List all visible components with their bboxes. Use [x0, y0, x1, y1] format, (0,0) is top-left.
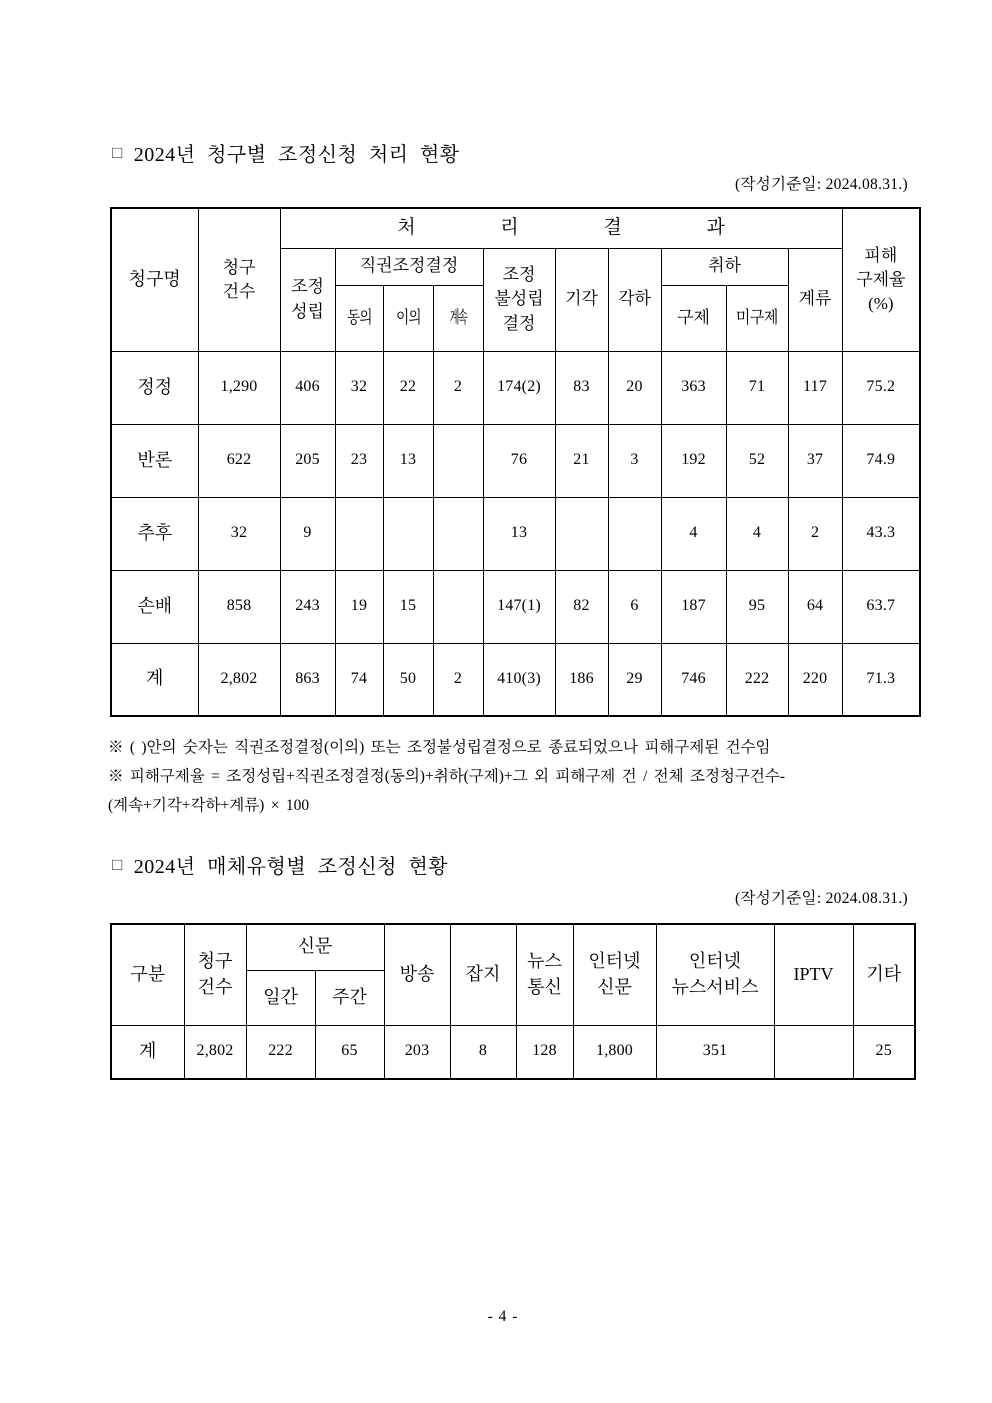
table-cell: 351	[656, 1025, 774, 1079]
table-cell: 19	[335, 570, 383, 643]
table-cell: 410(3)	[483, 643, 555, 716]
header-withdrawal: 취하	[661, 248, 788, 285]
row-label: 손배	[111, 570, 198, 643]
table-cell: 74.9	[842, 424, 920, 497]
table-cell: 25	[853, 1025, 915, 1079]
header-continued-text: 계속	[449, 307, 467, 327]
table-cell: 203	[384, 1025, 450, 1079]
header-continued	[433, 285, 483, 351]
claims-processing-table	[110, 207, 921, 717]
table-cell: 8	[450, 1025, 516, 1079]
table-cell	[608, 497, 661, 570]
header-weekly: 주간	[315, 970, 384, 1025]
section1-date-note: (작성기준일: 2024.08.31.)	[735, 176, 908, 193]
page-number: - 4 -	[487, 1308, 519, 1325]
header-internet-news-service-line2: 뉴스서비스	[671, 976, 759, 997]
table-cell: 75.2	[842, 351, 920, 424]
table-cell: 15	[383, 570, 433, 643]
table-cell: 2,802	[198, 643, 280, 716]
table-cell: 863	[280, 643, 335, 716]
square-bullet-icon: □	[112, 854, 123, 874]
media-type-table	[110, 923, 916, 1080]
header-mediation-success-line2: 성립	[291, 301, 324, 321]
table-cell	[433, 497, 483, 570]
header-internet-news-service-line1: 인터넷	[688, 951, 742, 972]
header-internet-newspaper-line1: 인터넷	[588, 951, 641, 972]
section1-heading	[112, 138, 460, 167]
header-objection-text: 이의	[395, 307, 421, 327]
table-cell	[335, 497, 383, 570]
header-unremedied-text: 미구제	[735, 307, 779, 327]
header-rejection: 각하	[608, 248, 661, 351]
table-cell: 43.3	[842, 497, 920, 570]
table-cell: 13	[483, 497, 555, 570]
table-cell: 65	[315, 1025, 384, 1079]
table-row-correction	[111, 351, 920, 424]
table-cell: 23	[335, 424, 383, 497]
footnote-1: ※ ( )안의 숫자는 직권조정결정(이의) 또는 조정불성립결정으로 종료되었으나 피해구제된 건수임	[108, 739, 771, 756]
header-category: 구분	[111, 924, 184, 1025]
header-news-agency-line1: 뉴스	[527, 951, 562, 972]
table-cell: 406	[280, 351, 335, 424]
table-cell: 95	[726, 570, 788, 643]
table-cell: 63.7	[842, 570, 920, 643]
header-result-group: 처 리 결 과	[280, 208, 842, 248]
table-cell	[433, 424, 483, 497]
table-cell: 32	[198, 497, 280, 570]
table-cell: 4	[661, 497, 726, 570]
header-claim-count-line2: 건수	[197, 976, 233, 997]
table-cell: 32	[335, 351, 383, 424]
section2-heading	[112, 850, 448, 879]
table-cell: 2	[788, 497, 842, 570]
header-mediation-success-line1: 조정	[291, 277, 324, 297]
header-claim-name: 청구명	[111, 208, 198, 351]
header-authority-decision: 직권조정결정	[335, 248, 483, 285]
table-cell: 222	[726, 643, 788, 716]
header-internet-news-service	[656, 924, 774, 1025]
table-cell: 222	[246, 1025, 315, 1079]
table-cell: 192	[661, 424, 726, 497]
table-row-damages	[111, 570, 920, 643]
header-remedy-rate-line1: 피해	[864, 245, 898, 265]
table-cell: 71	[726, 351, 788, 424]
table-row-total	[111, 1025, 915, 1079]
table-cell: 622	[198, 424, 280, 497]
header-mediation-failure	[483, 248, 555, 351]
square-bullet-icon: □	[112, 142, 123, 162]
table-cell	[555, 497, 608, 570]
header-remedy-rate-line2: 구제율	[856, 269, 906, 289]
table-cell: 22	[383, 351, 433, 424]
table-cell: 174(2)	[483, 351, 555, 424]
header-broadcast: 방송	[384, 924, 450, 1025]
header-dismissal: 기각	[555, 248, 608, 351]
footnote-2: ※ 피해구제율 = 조정성립+직권조정결정(동의)+취하(구제)+그 외 피해구제 건 / 전체 조정청구건수-	[108, 768, 785, 785]
table-cell: 6	[608, 570, 661, 643]
header-news-agency-line2: 통신	[527, 976, 562, 997]
header-mediation-success	[280, 248, 335, 351]
header-claim-count-line1: 청구	[197, 951, 233, 972]
table-cell	[383, 497, 433, 570]
header-etc: 기타	[853, 924, 915, 1025]
table-cell: 64	[788, 570, 842, 643]
table-cell: 1,290	[198, 351, 280, 424]
table-cell: 52	[726, 424, 788, 497]
header-claim-count-line2: 건수	[222, 281, 256, 301]
table-cell: 2	[433, 643, 483, 716]
table-cell: 147(1)	[483, 570, 555, 643]
row-label: 추후	[111, 497, 198, 570]
header-objection	[383, 285, 433, 351]
table-row-follow-up	[111, 497, 920, 570]
header-consent-text: 동의	[346, 307, 372, 327]
table-cell: 13	[383, 424, 433, 497]
footnote-2-continued: (계속+기각+각하+계류) × 100	[108, 797, 310, 814]
table-cell: 83	[555, 351, 608, 424]
table-cell: 363	[661, 351, 726, 424]
table-cell: 21	[555, 424, 608, 497]
table-cell: 746	[661, 643, 726, 716]
section1-title: 2024년 청구별 조정신청 처리 현황	[133, 144, 460, 166]
header-claim-count-line1: 청구	[222, 257, 256, 277]
table-cell: 2	[433, 351, 483, 424]
table-cell: 2,802	[184, 1025, 246, 1079]
header-iptv: IPTV	[774, 924, 853, 1025]
table-cell: 50	[383, 643, 433, 716]
table-cell: 37	[788, 424, 842, 497]
header-magazine: 잡지	[450, 924, 516, 1025]
table-cell: 117	[788, 351, 842, 424]
header-mediation-failure-line2: 불성립	[494, 289, 544, 309]
table-cell: 74	[335, 643, 383, 716]
table-cell: 20	[608, 351, 661, 424]
header-claim-count	[198, 208, 280, 351]
table-cell: 71.3	[842, 643, 920, 716]
section2-title: 2024년 매체유형별 조정신청 현황	[133, 856, 449, 878]
table-cell	[433, 570, 483, 643]
table-cell: 9	[280, 497, 335, 570]
footnotes	[108, 733, 922, 820]
table-cell: 220	[788, 643, 842, 716]
table-row-reply	[111, 424, 920, 497]
header-pending: 계류	[788, 248, 842, 351]
table-cell: 187	[661, 570, 726, 643]
table-cell: 858	[198, 570, 280, 643]
table-cell: 3	[608, 424, 661, 497]
header-remedy-rate	[842, 208, 920, 351]
row-label: 정정	[111, 351, 198, 424]
row-label: 계	[111, 1025, 184, 1079]
row-label: 반론	[111, 424, 198, 497]
header-unremedied	[726, 285, 788, 351]
header-daily: 일간	[246, 970, 315, 1025]
table-cell: 186	[555, 643, 608, 716]
table-cell: 128	[516, 1025, 573, 1079]
header-newspaper: 신문	[246, 924, 384, 970]
header-news-agency	[516, 924, 573, 1025]
header-consent	[335, 285, 383, 351]
header-remedied: 구제	[661, 285, 726, 351]
table-row-total	[111, 643, 920, 716]
table-cell: 1,800	[573, 1025, 656, 1079]
table-cell: 205	[280, 424, 335, 497]
table-cell	[774, 1025, 853, 1079]
table-cell: 4	[726, 497, 788, 570]
header-internet-newspaper	[573, 924, 656, 1025]
row-label: 계	[111, 643, 198, 716]
table-cell: 76	[483, 424, 555, 497]
table-cell: 29	[608, 643, 661, 716]
header-claim-count	[184, 924, 246, 1025]
table-cell: 243	[280, 570, 335, 643]
header-internet-newspaper-line2: 신문	[597, 976, 632, 997]
table-cell: 82	[555, 570, 608, 643]
header-mediation-failure-line1: 조정	[502, 265, 536, 285]
header-mediation-failure-line3: 결정	[502, 313, 536, 333]
section2-date-note: (작성기준일: 2024.08.31.)	[735, 890, 908, 907]
header-remedy-rate-line3: (%)	[868, 293, 894, 313]
